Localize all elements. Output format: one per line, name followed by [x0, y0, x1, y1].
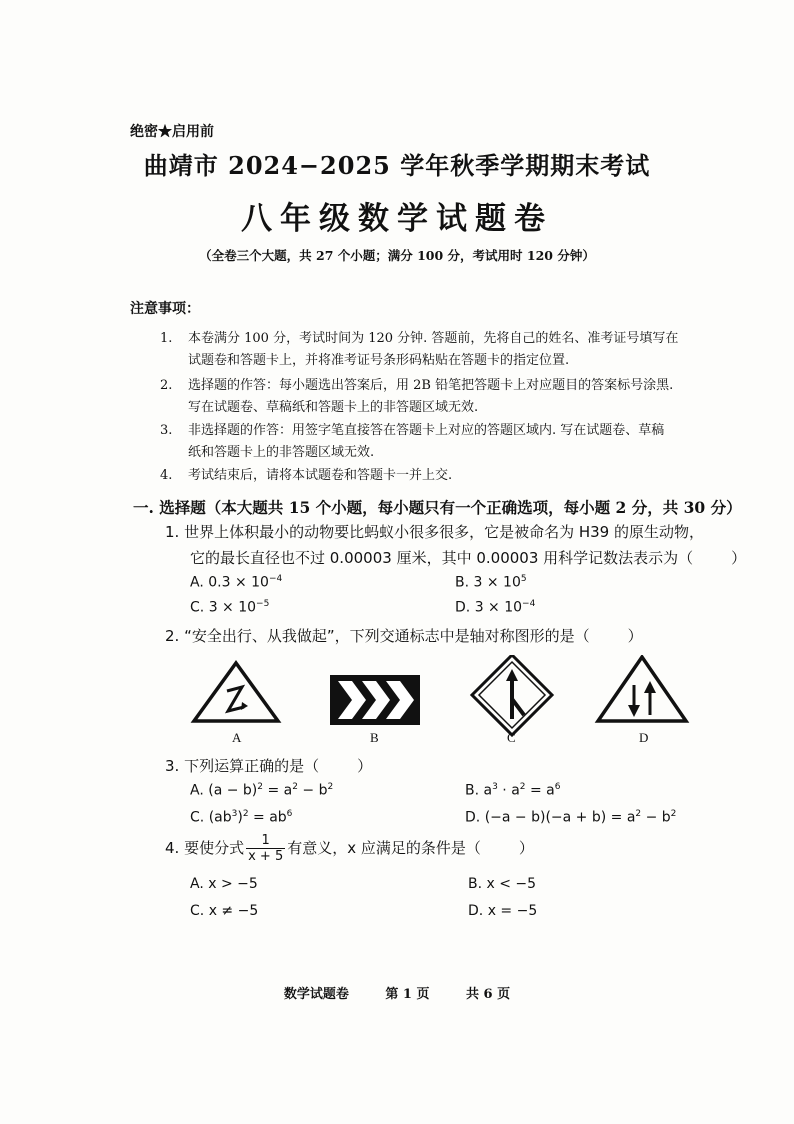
sign-label-a: A [232, 730, 242, 745]
notice-item-2 [160, 375, 735, 419]
question-text: “安全出行、从我做起”，下列交通标志中是轴对称图形的是（ [184, 627, 590, 645]
notice-num: 4. [160, 468, 173, 483]
traffic-signs [190, 655, 690, 750]
question-number: 2. [165, 627, 180, 645]
question-text: 有意义，x 应满足的条件是（ [287, 839, 481, 857]
sign-b-chevron-icon [330, 675, 420, 725]
notice-item-1 [160, 328, 735, 372]
sign-d-two-way-icon [598, 657, 686, 721]
sign-a-warning-icon [194, 663, 278, 721]
q4-option-b: B. x < −5 [468, 876, 537, 892]
notice-num: 2. [160, 378, 173, 393]
notice-num: 3. [160, 423, 173, 438]
q1-option-a: A. $0.3 \times 10^{-4}$ [190, 574, 283, 591]
notice-line: 非选择题的作答：用签字笔直接答在答题卡上对应的答题区域内. 写在试题卷、草稿 [188, 423, 665, 438]
sign-label-b: B [370, 730, 379, 745]
exam-info: （全卷三个大题，共 27 个小题；满分 100 分，考试用时 120 分钟） [199, 248, 595, 263]
footer-page-number: 第 1 页 [385, 987, 430, 1002]
question-4: 4. 要使分式 $\frac{1}{x + 5}$ 有意义，x 应满足的条件是（ ） [165, 833, 534, 864]
question-1-line-2 [190, 547, 746, 568]
q3-option-c: C. $(ab^3)^2 = ab^6$ [190, 809, 293, 826]
question-number: 1. [165, 523, 180, 541]
notice-line: 试题卷和答题卡上，并将准考证号条形码粘贴在答题卡的指定位置. [188, 353, 570, 368]
section-heading: 一. 选择题（本大题共 15 个小题，每小题只有一个正确选项，每小题 2 分，共 30 分） [133, 498, 742, 517]
notice-line: 考试结束后，请将本试题卷和答题卡一并上交. [188, 468, 453, 483]
notice-heading: 注意事项： [130, 301, 200, 317]
question-number: 4. [165, 839, 180, 857]
footer-paper-name: 数学试题卷 [283, 987, 349, 1002]
confidential-mark: 绝密★启用前 [130, 124, 214, 140]
q3-option-d: D. $(-a - b)(-a + b) = a^2 - b^2$ [465, 809, 677, 826]
notice-num: 1. [160, 331, 173, 346]
question-text: 要使分式 [184, 839, 245, 857]
sign-c-merge-icon [472, 655, 552, 735]
sign-label-c: C [507, 730, 516, 745]
question-1-line-1 [165, 521, 704, 542]
q4-option-d: D. x = −5 [468, 903, 538, 919]
footer-total-pages: 共 6 页 [466, 987, 511, 1002]
q4-option-c: C. x ≠ −5 [190, 903, 259, 919]
q1-option-c: C. $3 \times 10^{-5}$ [190, 599, 270, 616]
question-text: 下列运算正确的是（ [184, 757, 320, 775]
fraction: $\frac{1}{x + 5}$ [248, 833, 284, 864]
question-number: 3. [165, 757, 180, 775]
q1-option-d: D. $3 \times 10^{-4}$ [455, 599, 536, 616]
notice-line: 选择题的作答：每小题选出答案后，用 2B 铅笔把答题卡上对应题目的答案标号涂黑. [188, 378, 674, 393]
notice-line: 写在试题卷、草稿纸和答题卡上的非答题区域无效. [188, 400, 479, 415]
notice-line: 本卷满分 100 分，考试时间为 120 分钟. 答题前，先将自己的姓名、准考证号填写在 [188, 331, 679, 346]
answer-paren-close: ） [731, 549, 747, 567]
q3-option-b: B. $a^3 \cdot a^2 = a^6$ [465, 782, 561, 799]
q1-option-b: B. $3 \times 10^5$ [455, 574, 527, 591]
paper-title: 八年级数学试题卷 [241, 201, 553, 237]
notice-item-3 [160, 420, 735, 464]
question-text: 它的最长直径也不过 0.00003 厘米，其中 0.00003 用科学记数法表示为（ [190, 549, 694, 567]
notice-line: 纸和答题卡上的非答题区域无效. [188, 445, 375, 460]
q4-option-a: A. x > −5 [190, 876, 258, 892]
question-2: 2. “安全出行、从我做起”，下列交通标志中是轴对称图形的是（ ） [165, 627, 643, 645]
question-text: 世界上体积最小的动物要比蚂蚁小很多很多，它是被命名为 H39 的原生动物， [184, 523, 704, 541]
question-3: 3. 下列运算正确的是（ ） [165, 757, 373, 775]
notice-item-4 [160, 465, 735, 487]
q3-option-a: A. $(a - b)^2 = a^2 - b^2$ [190, 782, 334, 799]
sign-label-d: D [639, 730, 649, 745]
exam-title: 曲靖市 2024−2025 学年秋季学期期末考试 [143, 151, 651, 180]
page-footer [0, 983, 794, 1002]
